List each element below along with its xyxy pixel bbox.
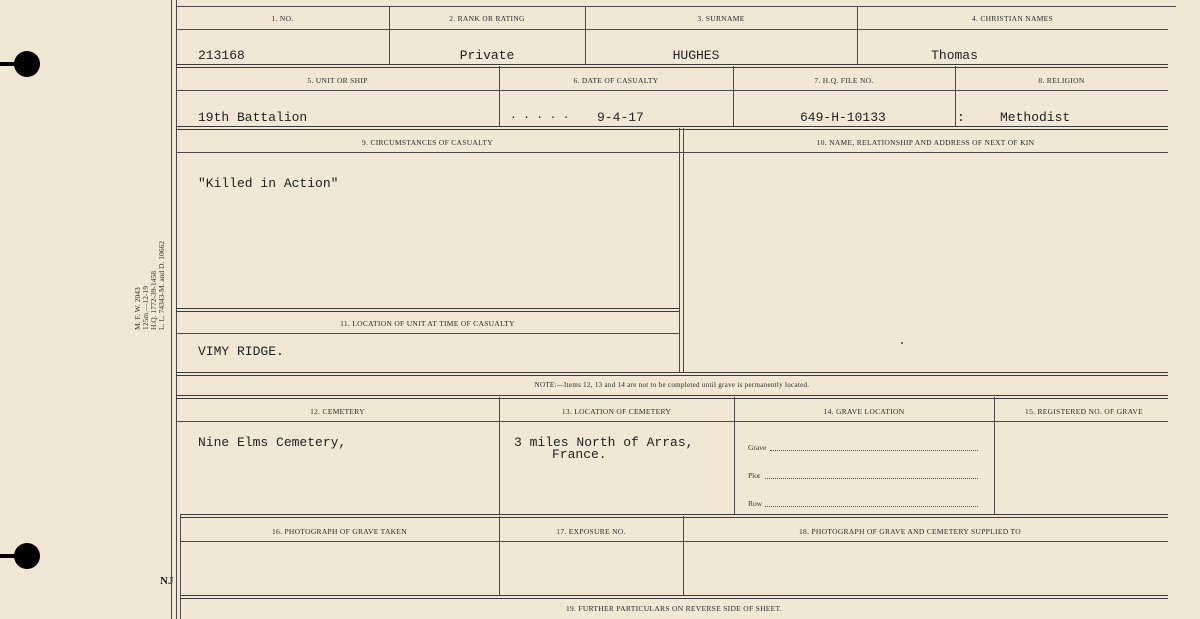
rule — [180, 595, 1168, 599]
header-exposure: 17. EXPOSURE NO. — [556, 527, 626, 536]
rule — [176, 152, 1168, 153]
divider — [679, 128, 680, 372]
date-value: 9-4-17 — [597, 110, 644, 125]
christian-names-value: Thomas — [931, 48, 978, 63]
rule — [176, 333, 680, 334]
header-rank: 2. RANK OR RATING — [449, 14, 525, 23]
stray-dot — [901, 342, 903, 344]
note-text: NOTE:—Items 12, 13 and 14 are not to be completed until grave is permanently located. — [534, 381, 810, 389]
header-hq-file: 7. H.Q. FILE NO. — [814, 76, 874, 85]
rule — [176, 29, 1168, 30]
header-registered-no: 15. REGISTERED NO. OF GRAVE — [1025, 407, 1143, 416]
punch-hole-bottom-mark — [0, 554, 22, 558]
divider — [955, 66, 956, 126]
header-circumstances: 9. CIRCUMSTANCES OF CASUALTY — [362, 138, 493, 147]
rule — [176, 372, 1168, 376]
grave-label: Grave — [748, 443, 767, 452]
unit-value: 19th Battalion — [198, 110, 308, 125]
punch-hole-top-mark — [0, 62, 22, 66]
divider — [683, 128, 684, 372]
row-label: Row — [748, 499, 763, 508]
rank-value: Private — [459, 48, 515, 63]
cemetery-value: Nine Elms Cemetery, — [198, 435, 347, 450]
rule — [176, 64, 1168, 68]
location-cemetery-line-2: France. — [552, 447, 607, 462]
header-next-of-kin: 10. NAME, RELATIONSHIP AND ADDRESS OF NEXT OF KIN — [816, 138, 1035, 147]
rule — [176, 308, 680, 312]
form-number-print: M. F. W. 2043 125m.—12-19 H.Q. 1772-39-1458 L. L. 74343-M. and D. 10662 — [133, 241, 166, 330]
header-photo-supplied: 18. PHOTOGRAPH OF GRAVE AND CEMETERY SUPPLIED TO — [799, 527, 1021, 536]
header-christian-names: 4. CHRISTIAN NAMES — [971, 14, 1054, 23]
hq-file-value: 649-H-10133 — [800, 110, 886, 125]
header-grave-location: 14. GRAVE LOCATION — [823, 407, 905, 416]
grave-line — [770, 450, 978, 451]
header-date: 6. DATE OF CASUALTY — [573, 76, 659, 85]
rule — [176, 421, 1168, 422]
location-unit-value: VIMY RIDGE. — [198, 344, 284, 359]
rule — [176, 126, 1168, 130]
date-dots: . . . . . — [510, 110, 570, 122]
header-location-cemetery: 13. LOCATION OF CEMETERY — [561, 407, 672, 416]
header-unit: 5. UNIT OR SHIP — [307, 76, 368, 85]
plot-line — [765, 478, 978, 479]
rule — [176, 6, 1176, 7]
row-line — [765, 506, 978, 507]
header-no: 1. NO. — [271, 14, 294, 23]
rule — [176, 395, 1168, 399]
header-surname: 3. SURNAME — [697, 14, 745, 23]
circumstances-value: "Killed in Action" — [198, 176, 339, 191]
margin-initials: NJ — [160, 575, 174, 587]
rule — [176, 90, 1168, 91]
surname-value: HUGHES — [672, 48, 720, 63]
header-cemetery: 12. CEMETERY — [310, 407, 365, 416]
service-number-value: 213168 — [198, 48, 245, 63]
frame-left-1 — [171, 0, 172, 619]
rule — [180, 514, 1168, 518]
further-particulars: 19. FURTHER PARTICULARS ON REVERSE SIDE OF SHEET. — [565, 604, 783, 613]
religion-mark: : — [957, 110, 965, 125]
header-photo-taken: 16. PHOTOGRAPH OF GRAVE TAKEN — [272, 527, 407, 536]
divider — [733, 66, 734, 126]
religion-value: Methodist — [1000, 110, 1071, 125]
rule — [180, 541, 1168, 542]
plot-label: Plot — [748, 471, 761, 480]
header-location-unit: 11. LOCATION OF UNIT AT TIME OF CASUALTY — [340, 319, 515, 328]
divider — [499, 66, 500, 126]
location-cemetery-line-1: 3 miles North of Arras, — [514, 435, 694, 450]
header-religion: 8. RELIGION — [1038, 76, 1085, 85]
